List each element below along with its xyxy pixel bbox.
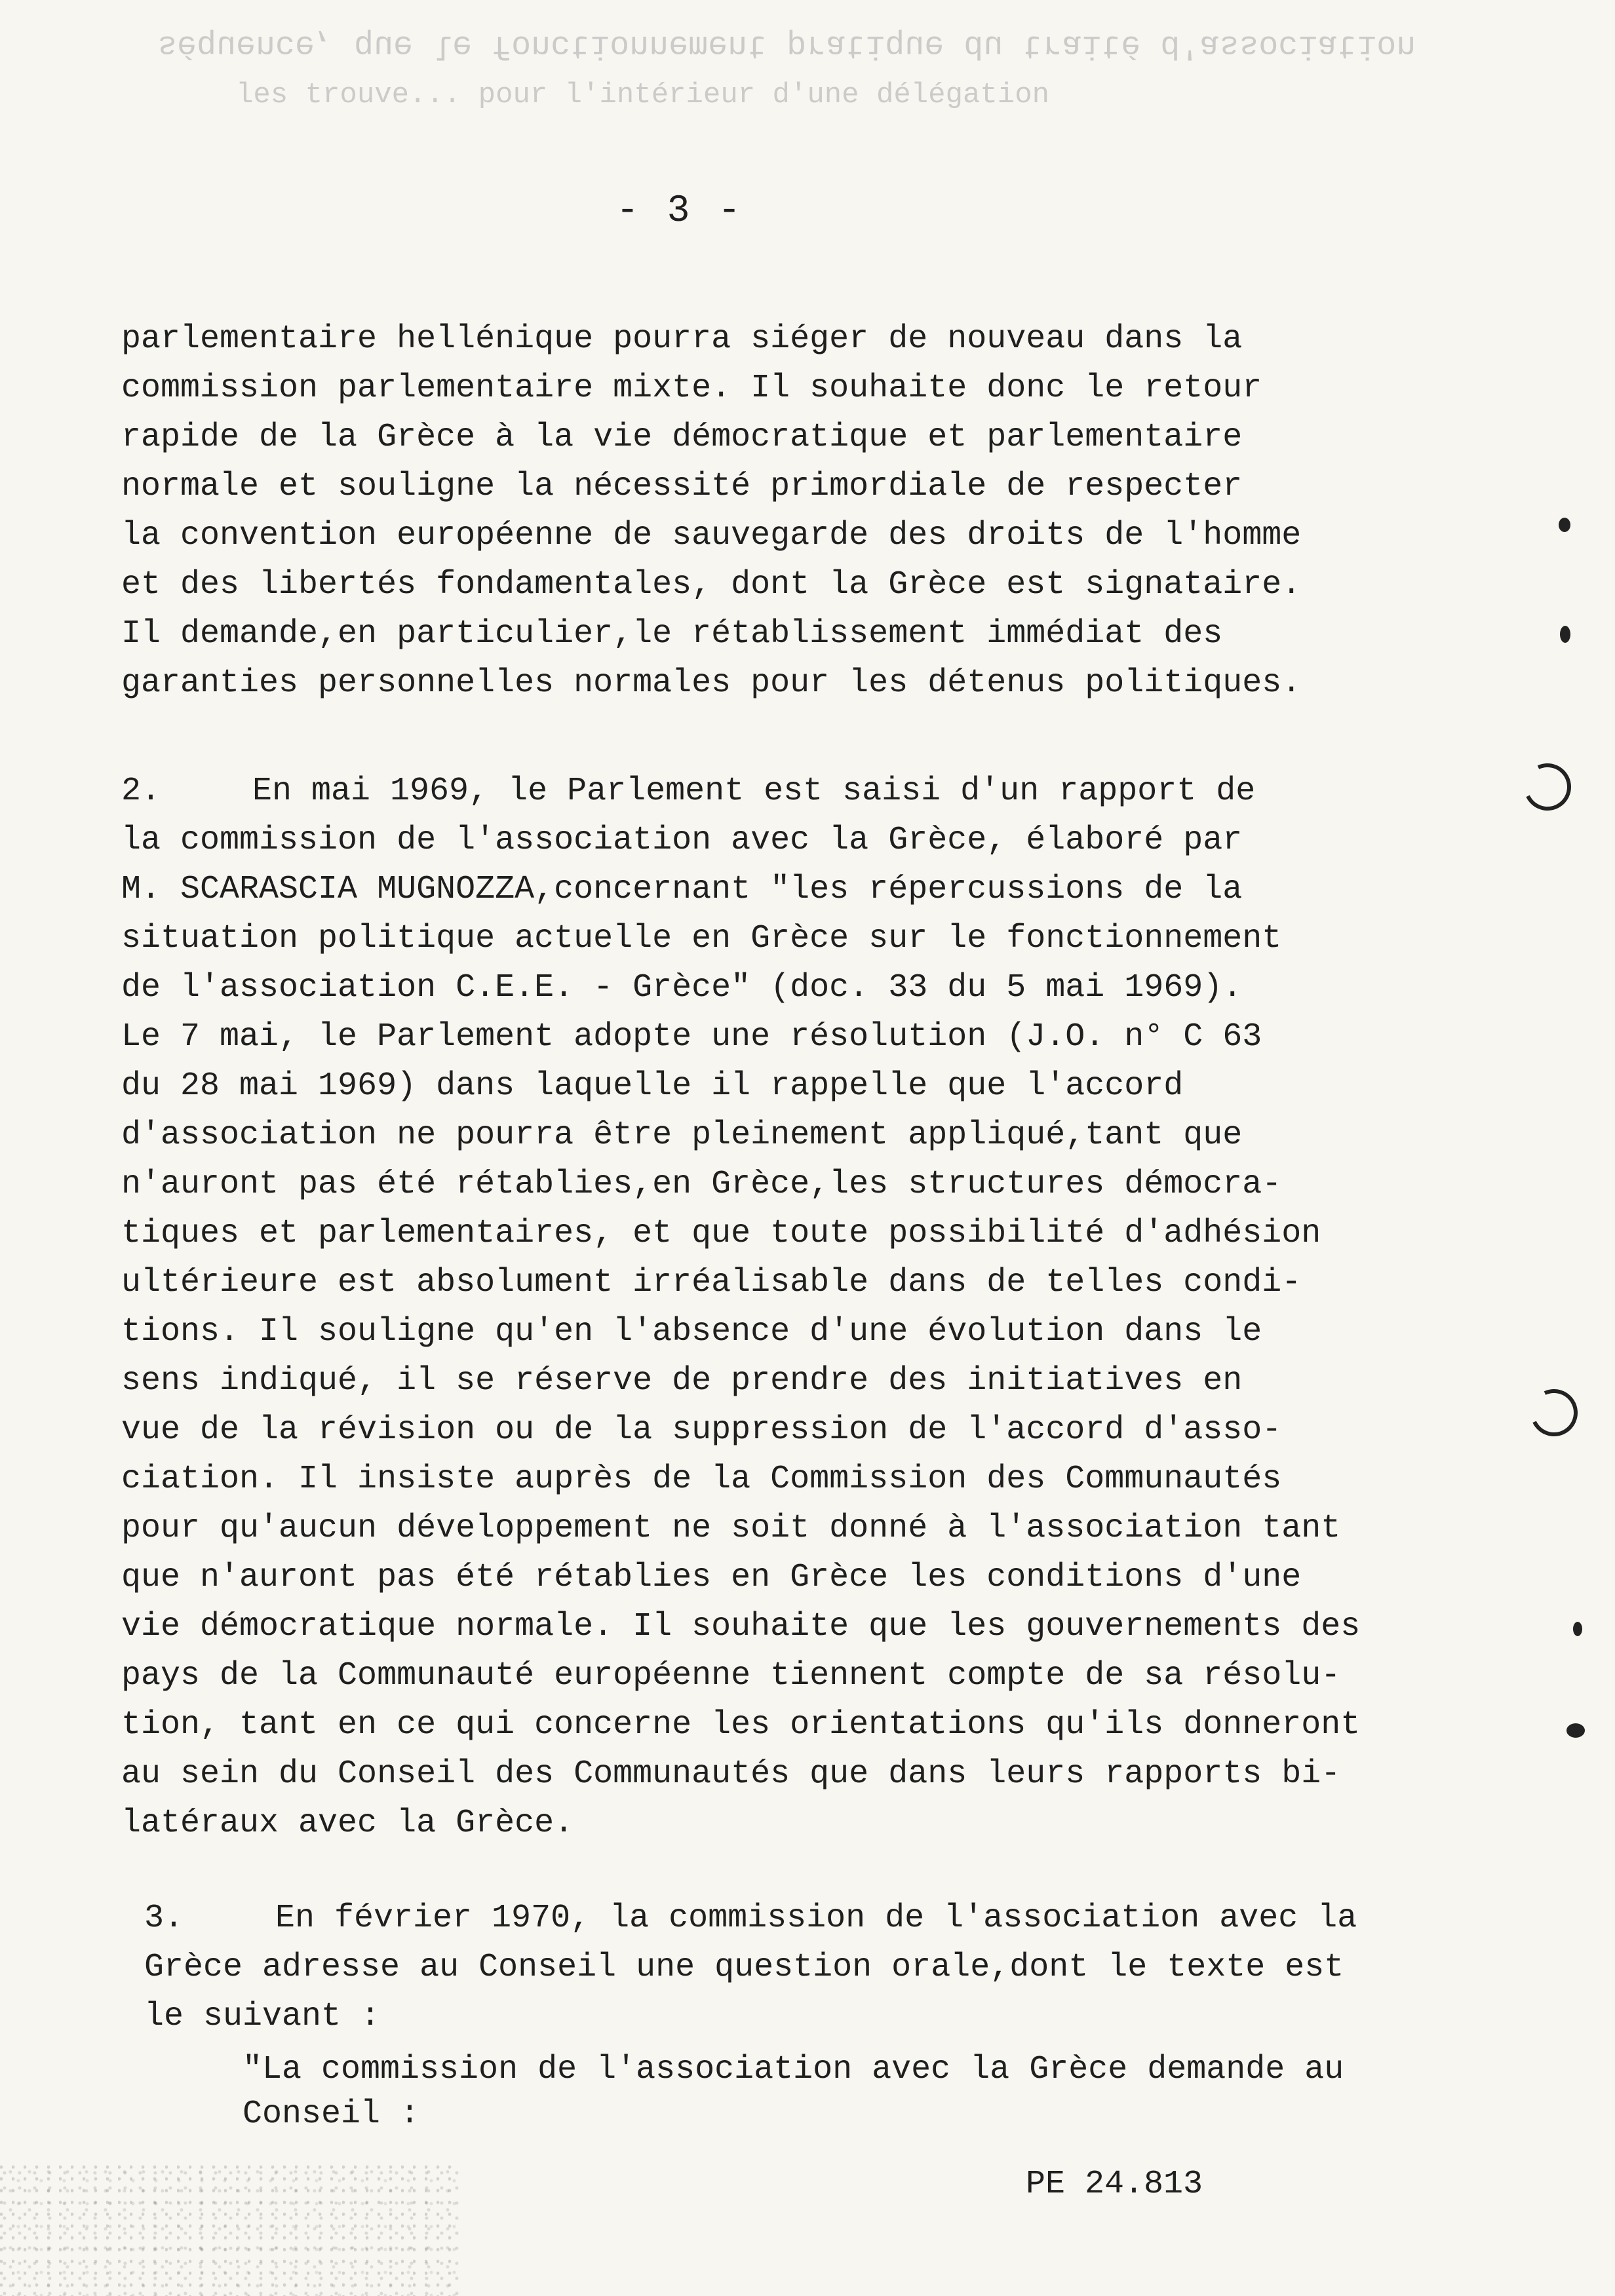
text-line: tions. Il souligne qu'en l'absence d'une évolution dans le	[121, 1313, 1262, 1350]
text-line: latéraux avec la Grèce.	[121, 1805, 574, 1842]
paragraph-number: 2.	[121, 773, 161, 810]
text-line: Il demande,en particulier,le rétablissement immédiat des	[121, 615, 1223, 653]
ink-speck	[1573, 1622, 1582, 1636]
quoted-question	[243, 2048, 1344, 2137]
punch-hole-mark	[1517, 757, 1578, 817]
text-line: vue de la révision ou de la suppression de l'accord d'asso-	[121, 1411, 1282, 1449]
text-line: normale et souligne la nécessité primordiale de respecter	[121, 468, 1243, 505]
scan-noise	[0, 2162, 459, 2296]
punch-hole-mark	[1524, 1383, 1584, 1443]
text-line: la commission de l'association avec la Grèce, élaboré par	[121, 822, 1243, 859]
ink-speck	[1559, 518, 1570, 532]
text-line	[144, 1894, 1357, 1943]
text-line: et des libertés fondamentales, dont la Grèce est signataire.	[121, 566, 1302, 603]
bleed-through-header-line-1: séquence, que le fonctionnement pratique du traité d'association	[157, 26, 1416, 64]
page-number: - 3 -	[616, 190, 744, 233]
bleed-through-header-line-2: les trouve... pour l'intérieur d'une délégation	[236, 79, 1050, 111]
text-line: d'association ne pourra être pleinement appliqué,tant que	[121, 1117, 1243, 1154]
text-line: parlementaire hellénique pourra siéger de nouveau dans la	[121, 320, 1243, 358]
text-line: garanties personnelles normales pour les détenus politiques.	[121, 664, 1302, 702]
text-line: situation politique actuelle en Grèce sur le fonctionnement	[121, 920, 1282, 957]
paragraph-number: 3.	[144, 1900, 184, 1937]
text-line: Grèce adresse au Conseil une question orale,dont le texte est	[144, 1949, 1344, 1986]
text-line: Conseil :	[243, 2095, 420, 2133]
text-line: le suivant :	[144, 1998, 381, 2035]
text-line: vie démocratique normale. Il souhaite que les gouvernements des	[121, 1608, 1361, 1645]
text-line: Le 7 mai, le Parlement adopte une résolution (J.O. n° C 63	[121, 1018, 1262, 1056]
text-line: ultérieure est absolument irréalisable dans de telles condi-	[121, 1264, 1302, 1301]
text-line: ciation. Il insiste auprès de la Commission des Communautés	[121, 1461, 1282, 1498]
text-segment: En février 1970, la commission de l'association avec la	[275, 1900, 1357, 1937]
paragraph-3	[144, 1894, 1357, 2041]
text-line: au sein du Conseil des Communautés que dans leurs rapports bi-	[121, 1755, 1341, 1793]
text-line: tiques et parlementaires, et que toute possibilité d'adhésion	[121, 1215, 1321, 1252]
text-line: commission parlementaire mixte. Il souhaite donc le retour	[121, 370, 1262, 407]
text-line: "La commission de l'association avec la Grèce demande au	[243, 2051, 1344, 2088]
paragraph-2	[121, 767, 1360, 1848]
text-line	[121, 767, 1360, 816]
text-line: de l'association C.E.E. - Grèce" (doc. 33 du 5 mai 1969).	[121, 969, 1243, 1006]
paragraph-1	[121, 315, 1301, 708]
document-reference: PE 24.813	[1026, 2166, 1203, 2203]
text-line: que n'auront pas été rétablies en Grèce les conditions d'une	[121, 1559, 1302, 1596]
text-line: pour qu'aucun développement ne soit donné à l'association tant	[121, 1510, 1341, 1547]
ink-speck	[1566, 1723, 1585, 1738]
text-line: sens indiqué, il se réserve de prendre des initiatives en	[121, 1362, 1243, 1400]
text-line: M. SCARASCIA MUGNOZZA,concernant "les répercussions de la	[121, 871, 1243, 908]
text-line: n'auront pas été rétablies,en Grèce,les structures démocra-	[121, 1166, 1282, 1203]
text-line: rapide de la Grèce à la vie démocratique et parlementaire	[121, 419, 1243, 456]
text-line: tion, tant en ce qui concerne les orientations qu'ils donneront	[121, 1706, 1361, 1744]
ink-speck	[1560, 626, 1570, 643]
text-line: pays de la Communauté européenne tiennent compte de sa résolu-	[121, 1657, 1341, 1694]
text-line: du 28 mai 1969) dans laquelle il rappelle que l'accord	[121, 1067, 1184, 1105]
text-segment: En mai 1969, le Parlement est saisi d'un rapport de	[252, 773, 1256, 810]
text-line: la convention européenne de sauvegarde des droits de l'homme	[121, 517, 1302, 554]
